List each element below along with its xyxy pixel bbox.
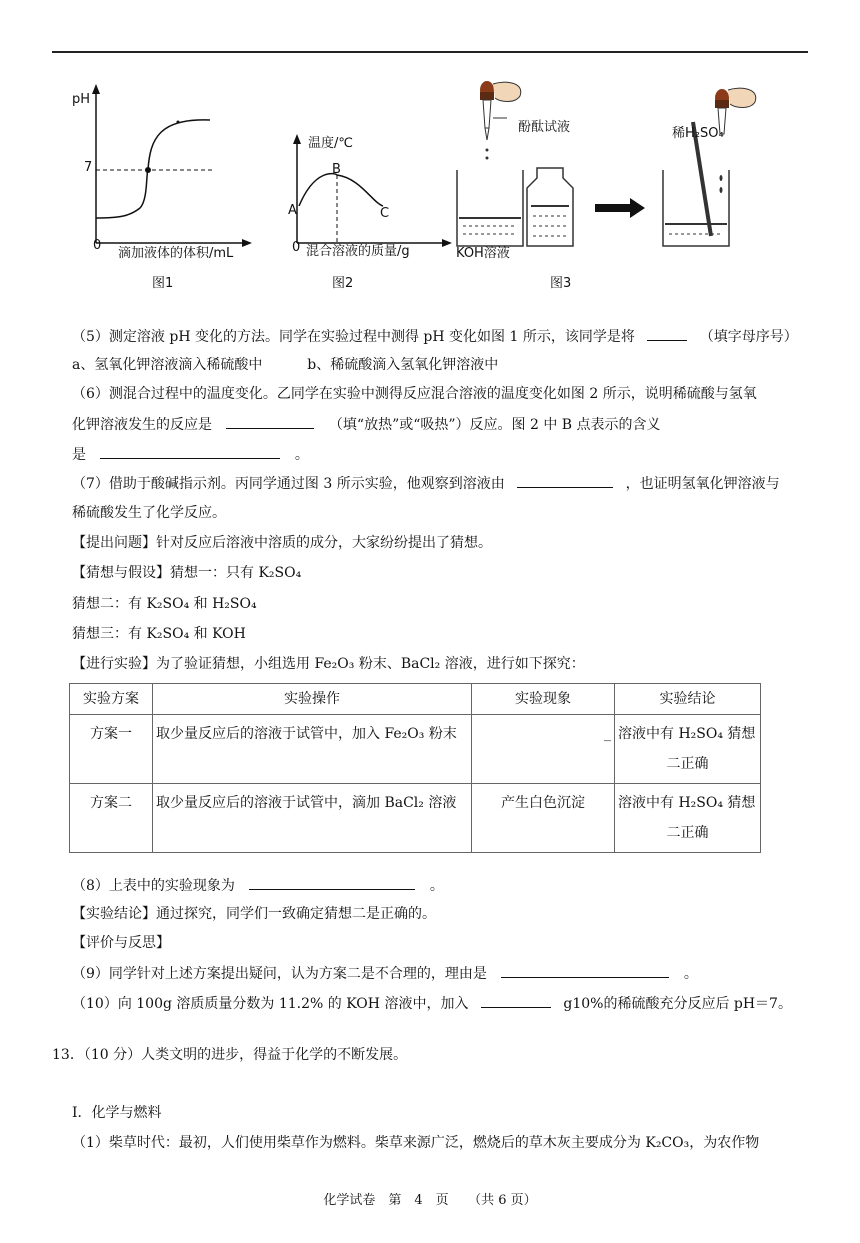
header-conclusion: 实验结论: [615, 684, 761, 715]
q5-text: （5）测定溶液 pH 变化的方法。同学在实验过程中测得 pH 变化如图 1 所示，该同学是将: [72, 329, 635, 345]
figure-2-temperature-curve: [285, 78, 455, 298]
fig2-x-label: 混合溶液的质量/g: [306, 244, 410, 259]
fig2-caption: 图2: [332, 276, 354, 291]
q6-blank-1[interactable]: [226, 414, 314, 429]
question-13: 13．（10 分）人类文明的进步，得益于化学的不断发展。: [52, 1047, 408, 1063]
q10-text: （10）向 100g 溶质质量分数为 11.2% 的 KOH 溶液中，加入: [72, 996, 469, 1012]
q9-end: 。: [683, 966, 698, 982]
q6-text-d: 。: [294, 447, 309, 463]
fig1-origin: 0: [93, 238, 102, 253]
q5-hint: （填字母序号）: [699, 329, 798, 345]
hypothesis-2: 猜想二：有 K₂SO₄ 和 H₂SO₄: [72, 596, 257, 612]
row1-plan: 方案一: [70, 715, 153, 784]
experiment-conclusion: 【实验结论】通过探究，同学们一致确定猜想二是正确的。: [72, 906, 436, 922]
hypothesis-1: 【猜想与假设】猜想一：只有 K₂SO₄: [72, 565, 302, 581]
reflection-heading: 【评价与反思】: [72, 935, 170, 951]
row2-plan: 方案二: [70, 784, 153, 853]
row2-operation: 取少量反应后的溶液于试管中，滴加 BaCl₂ 溶液: [153, 784, 472, 853]
table-row: [70, 715, 761, 784]
q13-part-1: （1）柴草时代：最初，人们使用柴草作为燃料。柴草来源广泛，燃烧后的草木灰主要成分为 K₂CO₃，为农作物: [72, 1135, 760, 1151]
fig1-x-label: 滴加液体的体积/mL: [118, 246, 234, 261]
q5-option-a: a、氢氧化钾溶液滴入稀硫酸中: [72, 357, 263, 373]
fig2-point-a: A: [288, 203, 297, 218]
fig1-tick-7: 7: [84, 160, 93, 175]
q10-end: g10%的稀硫酸充分反应后 pH＝7。: [563, 996, 792, 1012]
q8-line: [72, 875, 812, 896]
row1-conclusion-line1: 溶液中有 H₂SO₄ 猜想: [618, 726, 756, 742]
row1-conclusion: [615, 715, 761, 784]
q9-text: （9）同学针对上述方案提出疑问，认为方案二是不合理的，理由是: [72, 966, 487, 982]
q5-blank[interactable]: [647, 326, 687, 341]
section-1-heading: Ⅰ．化学与燃料: [72, 1105, 162, 1121]
figure-3-indicator-experiment: [445, 78, 765, 298]
fig2-point-b: B: [332, 162, 341, 177]
experiment-intro: 【进行实验】为了验证猜想，小组选用 Fe₂O₃ 粉末、BaCl₂ 溶液，进行如下探究：: [72, 656, 585, 672]
fig3-label-phenolphthalein: 酚酞试液: [518, 120, 571, 135]
hypothesis-3: 猜想三：有 K₂SO₄ 和 KOH: [72, 626, 246, 642]
fig1-y-label: pH: [72, 92, 91, 107]
q5-line: [72, 326, 812, 347]
q7-blank[interactable]: [517, 473, 613, 488]
q7-text-b: ，也证明氢氧化钾溶液与: [625, 476, 780, 492]
row2-conclusion-line2: 二正确: [666, 825, 709, 841]
figures-row: [60, 78, 760, 298]
table-row: [70, 784, 761, 853]
fig2-y-label: 温度/℃: [308, 136, 353, 151]
q9-blank[interactable]: [501, 963, 669, 978]
row1-operation: 取少量反应后的溶液于试管中，加入 Fe₂O₃ 粉末: [153, 715, 472, 784]
fig2-origin: 0: [292, 240, 301, 255]
fig3-caption: 图3: [550, 276, 572, 291]
q10-line: [72, 993, 812, 1014]
fig3-label-acid: 稀H₂SO₄: [672, 126, 724, 141]
row1-conclusion-line2: 二正确: [666, 756, 709, 772]
figure-1-ph-curve: [60, 78, 260, 298]
experiment-table: [69, 683, 761, 853]
q6-line-3: [72, 444, 812, 465]
top-rule: [52, 51, 808, 53]
q5-options: [72, 355, 812, 375]
ask-question: 【提出问题】针对反应后溶液中溶质的成分，大家纷纷提出了猜想。: [72, 535, 492, 551]
q6-blank-2[interactable]: [100, 444, 280, 459]
q6-text-b: （填“放热”或“吸热”）反应。图 2 中 B 点表示的含义: [328, 417, 661, 433]
fig3-label-koh: KOH溶液: [456, 246, 510, 261]
q7-line-1: [72, 473, 812, 494]
q6-line-2: [72, 414, 812, 435]
page-footer: 化学试卷 第 4 页 （共 6 页）: [323, 1193, 537, 1208]
q8-text: （8）上表中的实验现象为: [72, 878, 235, 894]
q6-line-1: （6）测混合过程中的温度变化。乙同学在实验中测得反应混合溶液的温度变化如图 2 所示，说明稀硫酸与氢氧: [72, 386, 757, 402]
header-operation: 实验操作: [153, 684, 472, 715]
q7-text-a: （7）借助于酸碱指示剂。丙同学通过图 3 所示实验，他观察到溶液由: [72, 476, 505, 492]
row2-conclusion-line1: 溶液中有 H₂SO₄ 猜想: [618, 795, 756, 811]
table-header-row: [70, 684, 761, 715]
header-phenomenon: 实验现象: [472, 684, 615, 715]
row2-phenomenon: 产生白色沉淀: [472, 784, 615, 853]
q6-text-c: 是: [72, 447, 86, 463]
row2-conclusion: [615, 784, 761, 853]
q10-blank[interactable]: [481, 993, 551, 1008]
q7-line-2: 稀硫酸发生了化学反应。: [72, 505, 226, 521]
q9-line: [72, 963, 812, 984]
fig2-point-c: C: [380, 206, 390, 221]
fig1-caption: 图1: [152, 276, 174, 291]
row1-phenomenon: _: [472, 715, 615, 784]
q5-option-b: b、稀硫酸滴入氢氧化钾溶液中: [307, 357, 499, 373]
q8-end: 。: [429, 878, 444, 894]
header-plan: 实验方案: [70, 684, 153, 715]
q8-blank[interactable]: [249, 875, 415, 890]
q6-text-a: 化钾溶液发生的反应是: [72, 417, 212, 433]
